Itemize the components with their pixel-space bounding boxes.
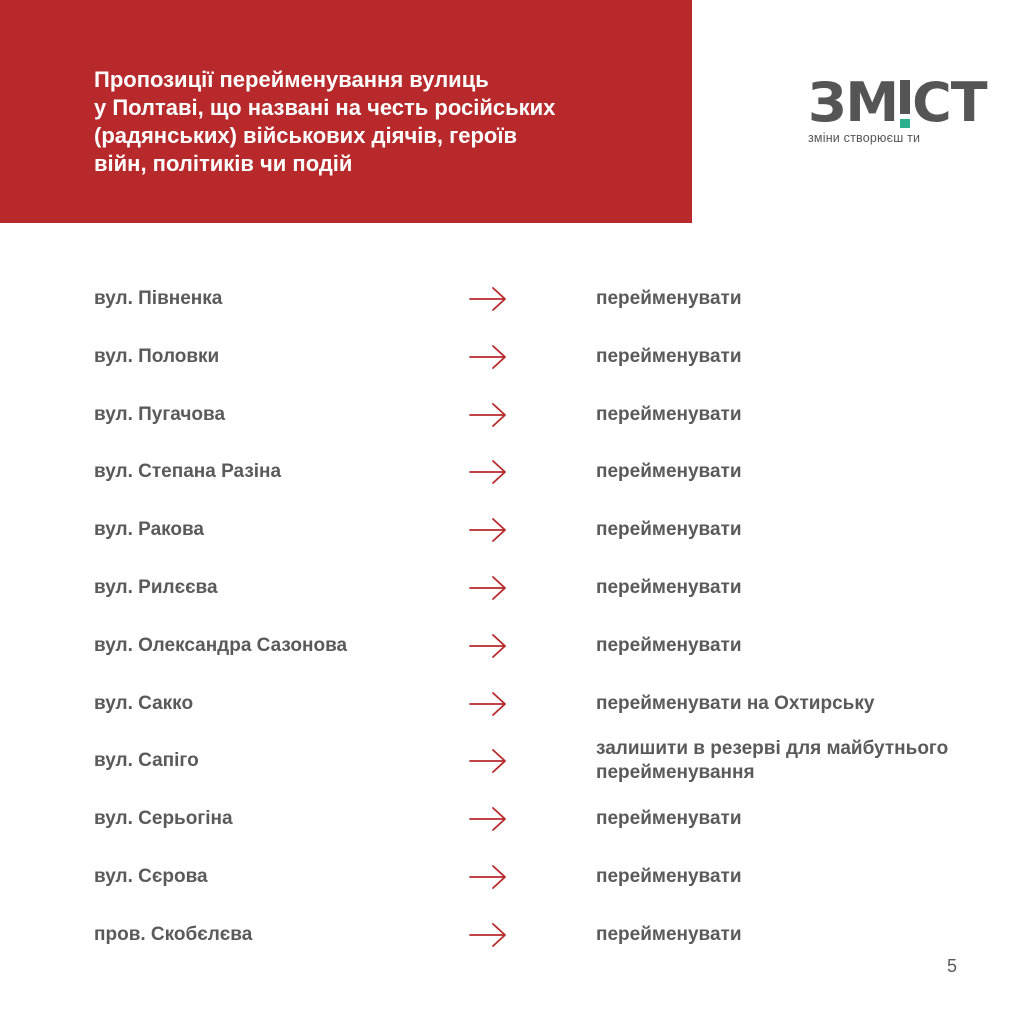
street-name: вул. Олександра Сазонова [94, 634, 348, 656]
arrow-right-icon [468, 691, 508, 717]
list-item [0, 906, 1024, 964]
street-name: вул. Ракова [94, 519, 205, 541]
arrow-right-icon [468, 459, 508, 485]
page-title [94, 66, 674, 178]
list-item [0, 790, 1024, 848]
arrow-right-icon [468, 864, 508, 890]
rename-action: перейменувати [596, 866, 742, 887]
arrow-right-icon [468, 748, 508, 774]
title-line: війн, політиків чи подій [94, 151, 353, 176]
rename-action: перейменувати на Охтирську [596, 692, 875, 714]
logo-word-right: СТ [912, 71, 987, 134]
rename-action: перейменувати [596, 461, 742, 483]
street-name: вул. Степана Разіна [94, 461, 282, 483]
street-name: вул. Сакко [94, 692, 194, 714]
list-item [0, 617, 1024, 675]
page-number: 5 [947, 956, 958, 976]
arrow-right-icon [468, 633, 508, 659]
list-item [0, 270, 1024, 328]
zmist-logo [808, 71, 987, 156]
title-line: (радянських) військових діячів, героїв [94, 123, 518, 148]
street-name: пров. Скобєлєва [94, 923, 253, 945]
arrow-right-icon [468, 922, 508, 948]
list-item [0, 443, 1024, 501]
list-item [0, 386, 1024, 444]
rename-action: перейменувати [596, 577, 742, 598]
arrow-right-icon [468, 344, 508, 370]
logo-tagline: зміни створюєш ти [808, 131, 921, 145]
list-item [0, 675, 1024, 733]
arrow-right-icon [468, 517, 508, 543]
street-name: вул. Половки [94, 345, 220, 367]
logo-wordmark [808, 71, 987, 134]
street-name: вул. Півненка [94, 288, 223, 309]
street-name: вул. Сєрова [94, 866, 208, 887]
rename-action: залишити в резерві для майбутнього перейменування [596, 738, 949, 784]
title-line: у Полтаві, що названі на честь російських [94, 95, 556, 120]
rename-action: перейменувати [596, 403, 742, 425]
list-item [0, 848, 1024, 906]
rename-action: перейменувати [596, 345, 742, 367]
list-item [0, 732, 1024, 790]
list-item [0, 328, 1024, 386]
rename-action: перейменувати [596, 808, 742, 830]
street-name: вул. Пугачова [94, 403, 226, 425]
arrow-right-icon [468, 286, 508, 312]
header-banner [0, 0, 692, 223]
street-name: вул. Сапіго [94, 750, 199, 772]
arrow-right-icon [468, 575, 508, 601]
list-item [0, 559, 1024, 617]
title-line: Пропозиції перейменування вулиць [94, 67, 489, 92]
logo-word-left: ЗМ [808, 71, 899, 134]
rename-action: перейменувати [596, 634, 742, 656]
arrow-right-icon [468, 402, 508, 428]
logo-exclamation-icon [900, 76, 910, 130]
rename-action: перейменувати [596, 923, 742, 945]
arrow-right-icon [468, 806, 508, 832]
street-name: вул. Рилєєва [94, 577, 218, 598]
rename-action: перейменувати [596, 288, 742, 309]
rename-action: перейменувати [596, 519, 742, 541]
list-item [0, 501, 1024, 559]
street-name: вул. Серьогіна [94, 808, 233, 830]
